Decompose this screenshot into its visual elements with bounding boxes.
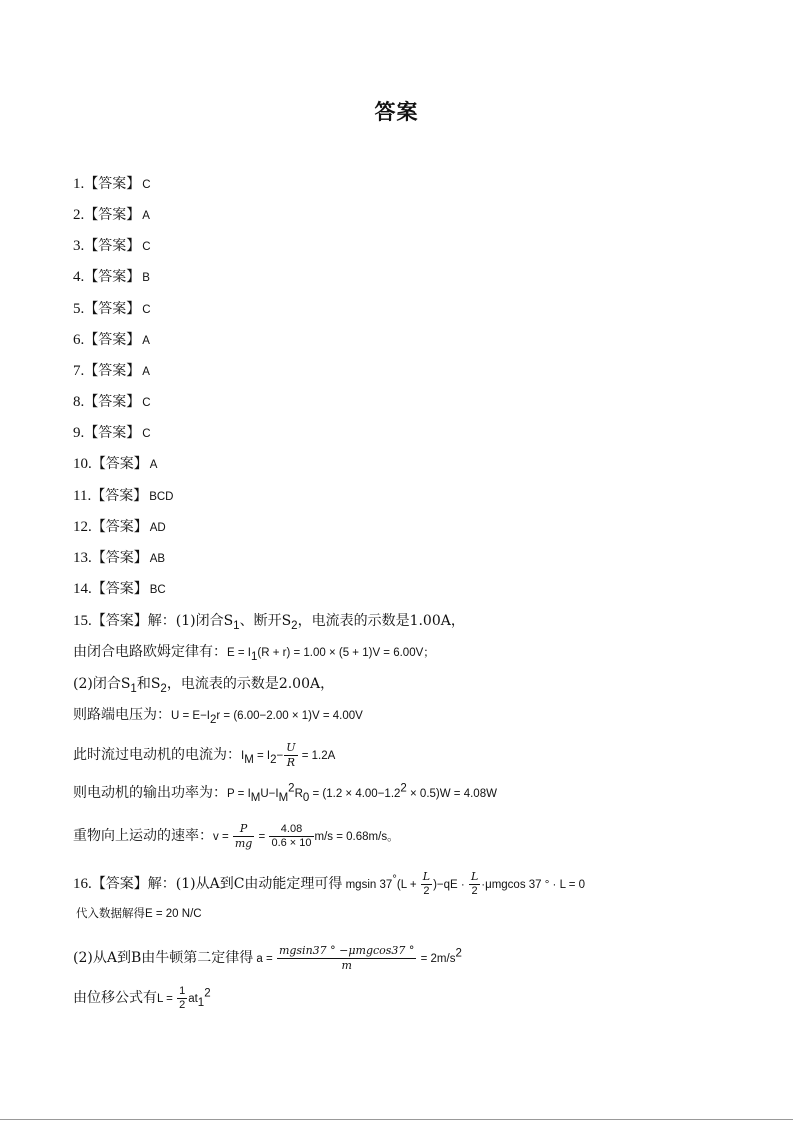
q15-line-1: 15.【答案】解：(1)闭合$S_1$、断开$S_2$，电流表的示数是1.00A， [73,613,465,632]
answer-value: BCD [149,490,174,503]
q16-line-2: 代入数据解得E = 20 N/C [76,908,202,920]
answer-value: C [142,428,151,441]
answer-line [73,267,150,288]
fraction-l-over-2: $\frac{L}{2}$ [422,870,431,897]
answer-value: A [149,459,158,472]
fraction-p-over-mg: $\frac{P}{mg}$ [234,822,253,850]
q15-line-4: 则路端电压为：$U = E-I_2r = (6.00-2.00 \times 1)V = 4.00V$ [73,707,363,726]
answer-number: 13. [73,549,92,566]
answer-line [73,392,151,413]
answer-tag: 【答案】 [84,331,141,348]
answer-number: 5. [73,300,85,317]
answer-line [73,236,151,257]
q16-line-1: 16.【答案】解：(1)从A到C由动能定理可得 mgsin 37°(L + $\frac{L}{2}$ )−qE · $\frac{L}{2}$ ·μmgcos 37 ° · L = 0 [73,870,586,897]
answer-number: 14. [73,580,92,597]
fraction-acceleration: $\frac{\text{mgsin37 ° −μmgcos37 °}}{m}$ [278,944,415,972]
answer-number: 10. [73,456,92,473]
answer-tag: 【答案】 [84,176,141,192]
answer-line [73,423,151,444]
answer-line [73,299,151,320]
answer-tag: 【答案】 [84,362,141,379]
answer-line [73,330,150,351]
q16-line-3: (2)从A到B由牛顿第二定律得 a = $\frac{\text{mgsin37 ° −μmgcos37 °}}{m}$ = $2m/s^2$ [73,944,462,972]
answer-line [73,361,150,382]
answer-number: 4. [73,269,85,286]
answer-tag: 【答案】 [91,487,148,504]
answer-number: 3. [73,238,85,255]
q15-line-3: (2)闭合$S_1$和$S_2$，电流表的示数是2.00A， [73,676,335,695]
answer-line [73,205,150,226]
answer-tag: 【答案】 [91,518,148,535]
answer-value: B [142,272,150,285]
answer-value: AB [149,552,166,565]
answer-value: C [142,397,151,410]
page-title: 答案 [374,100,419,124]
answer-tag: 【答案】 [91,456,148,473]
answer-number: 6. [73,331,85,348]
answer-value: C [142,179,151,191]
answer-line [73,517,166,538]
answer-value: AD [149,521,166,534]
answer-value: A [142,210,150,223]
answer-tag: 【答案】 [84,238,141,255]
answer-tag: 【答案】 [84,394,141,411]
fraction-l-over-2-b: $\frac{L}{2}$ [470,870,479,897]
answer-number: 7. [73,362,85,379]
answer-tag: 【答案】 [84,207,141,224]
fraction-speed: $\frac{4.08}{0.6 \times 10}$ [271,823,312,849]
answer-line [73,486,173,507]
answer-value: C [142,241,151,254]
answer-line [73,454,157,475]
answer-value: BC [149,583,166,596]
q15-line-5: 此时流过电动机的电流为：$I_M = I_2-$ $\frac{U}{R}$ = 1.2A [73,741,336,769]
answer-value: A [142,365,150,378]
answer-line [73,548,165,569]
q16-line-4: 由位移公式有L = $\frac{1}{2}$ $at_1^2$ [73,985,211,1011]
answer-number: 8. [73,394,85,411]
answer-line [73,579,166,600]
fraction-u-over-r: $\frac{U}{R}$ [286,741,296,769]
answer-tag: 【答案】 [84,300,141,317]
q15-line-6: 则电动机的输出功率为：$P = I_MU-I_M^2R_0 = (1.2 \times 4.00-1.2^2 \times 0.5)W = 4.08W$ [73,782,497,804]
answer-number: 2. [73,207,85,224]
answer-line [73,174,151,195]
answer-tag: 【答案】 [84,425,141,442]
answer-number: 9. [73,425,85,442]
answer-value: A [142,334,150,347]
answer-number: 12. [73,518,92,535]
answer-tag: 【答案】 [91,580,148,597]
answer-tag: 【答案】 [84,269,141,286]
answer-number: 1. [73,176,85,192]
fraction-one-half: $\frac{1}{2}$ [179,985,186,1011]
q15-line-7: 重物向上运动的速率：v = $\frac{P}{mg}$ = $\frac{4.08}{0.6 \times 10}$ m/s = 0.68m/s。 [73,822,399,850]
answer-value: C [142,303,151,316]
page-bottom-rule [0,1119,793,1120]
answer-number: 11. [73,487,92,504]
answer-tag: 【答案】 [91,549,148,566]
q15-line-2: 由闭合电路欧姆定律有：$E = I_1(R + r) = 1.00 \times (5 + 1)V = 6.00V$； [73,644,435,663]
